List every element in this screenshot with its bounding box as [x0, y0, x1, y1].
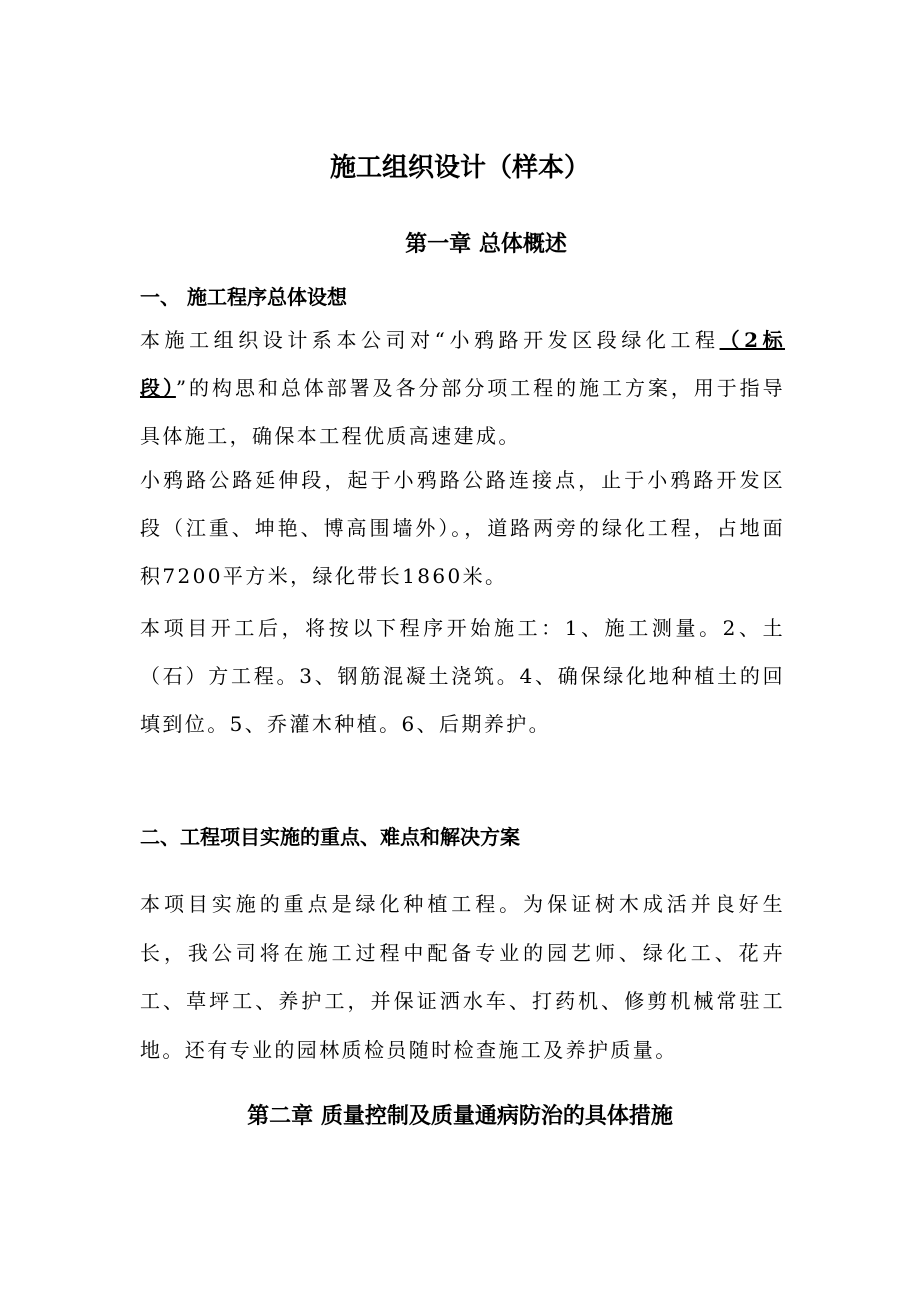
document-title: 施工组织设计（样本）: [329, 153, 590, 183]
chapter-1-heading: 第一章 总体概述: [405, 231, 567, 257]
section-1-heading: 一、 施工程序总体设想: [140, 285, 347, 309]
section-1-paragraph-3: 本项目开工后，将按以下程序开始施工：1、施工测量。2、土（石）方工程。3、钢筋混凝土浇筑。4、确保绿化地种植土的回填到位。5、乔灌木种植。6、后期养护。: [140, 616, 785, 736]
section-2-heading: 二、工程项目实施的重点、难点和解决方案: [140, 825, 520, 849]
paragraph-text: 本施工组织设计系本公司对“小鸦路开发区段绿化工程: [140, 328, 720, 352]
section-1-paragraph-2: 小鸦路公路延伸段，起于小鸦路公路连接点，止于小鸦路开发区段（江重、坤艳、博高围墙外）。，道路两旁的绿化工程，占地面积7200平方米，绿化带长1860米。: [140, 468, 785, 588]
section-1-paragraph-1: [140, 316, 785, 460]
underlined-bold-text: （2标段）: [140, 328, 785, 400]
section-2-paragraph-1: 本项目实施的重点是绿化种植工程。为保证树木成活并良好生长，我公司将在施工过程中配备专业的园艺师、绿化工、花卉工、草坪工、养护工，并保证洒水车、打药机、修剪机械常驻工地。还有专业的园林质检员随时检查施工及养护质量。: [140, 892, 785, 1062]
paragraph-text: ”的构思和总体部署及各分部分项工程的施工方案，用于指导具体施工，确保本工程优质高速建成。: [140, 376, 785, 448]
chapter-2-heading: 第二章 质量控制及质量通病防治的具体措施: [247, 1103, 673, 1129]
